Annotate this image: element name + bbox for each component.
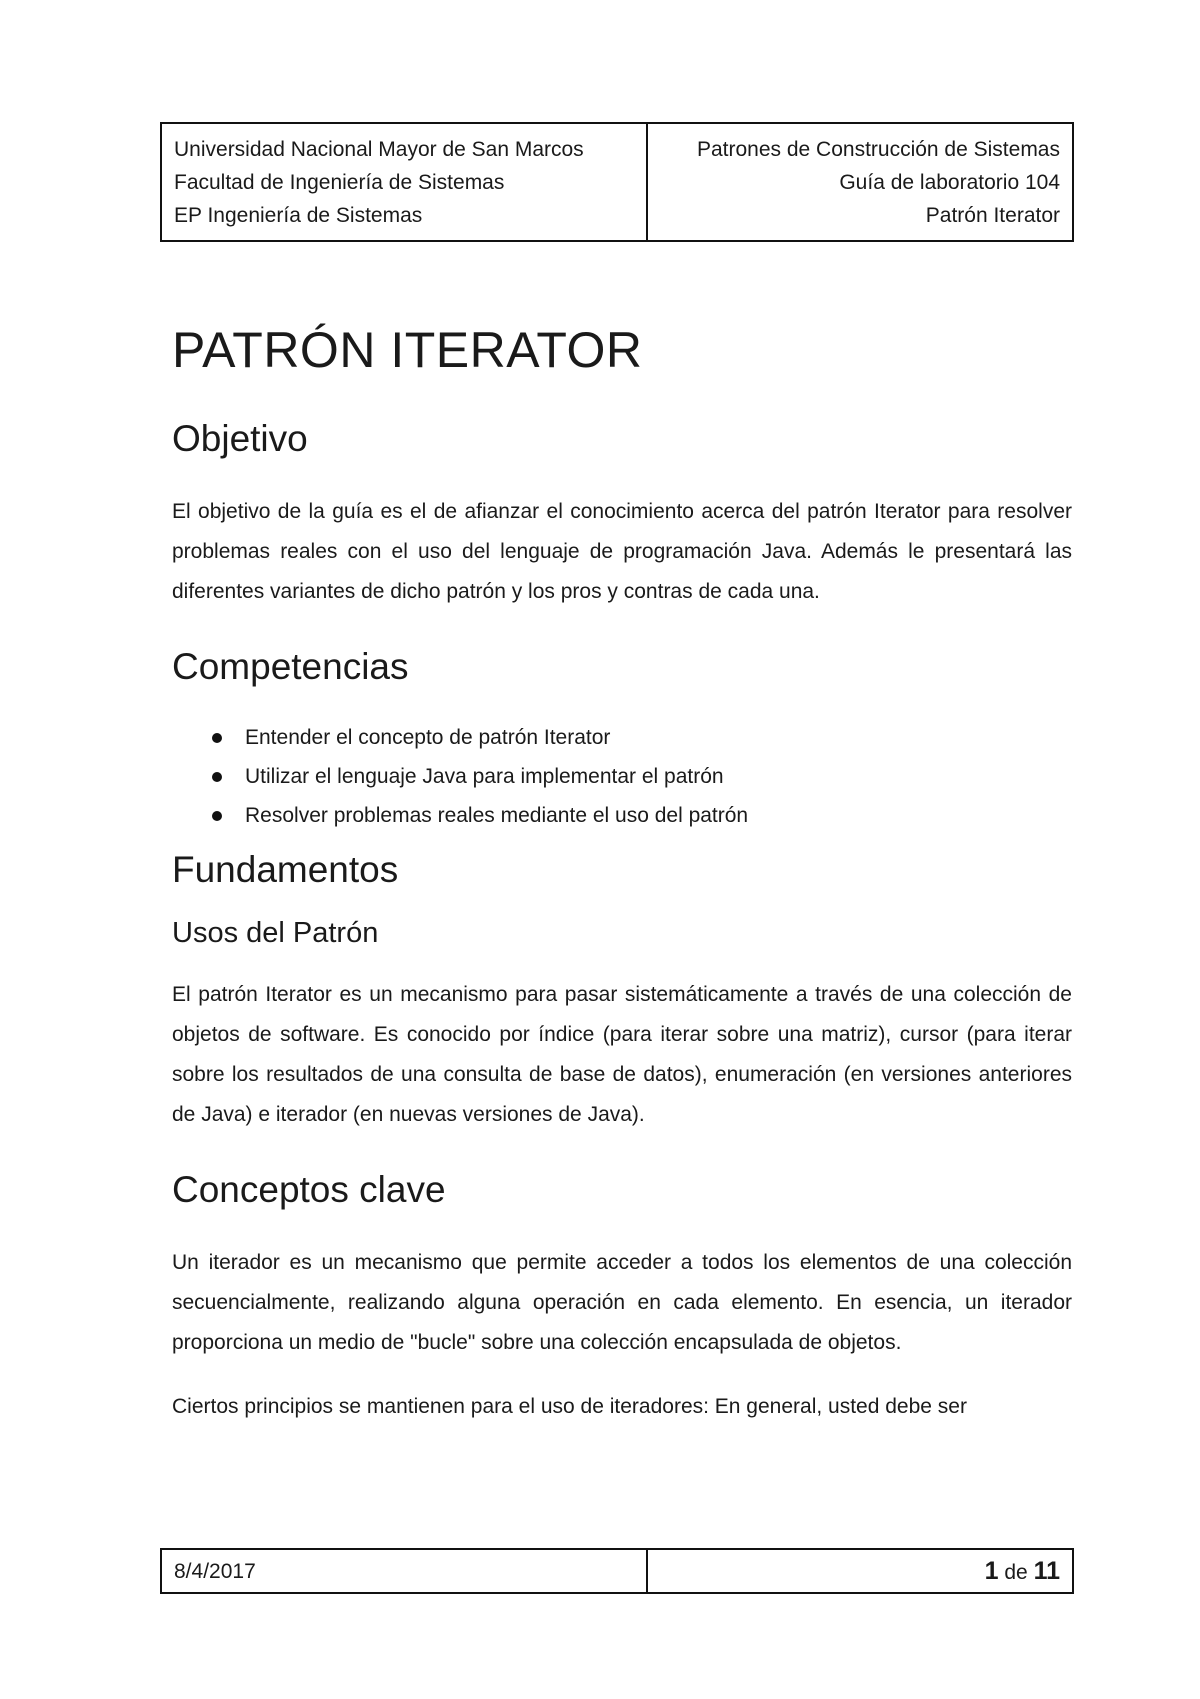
objetivo-paragraph: El objetivo de la guía es el de afianzar el conocimiento acerca del patrón Iterator para resolver problemas reales con el uso del lenguaje de programación Java. Además le presentará las diferentes variantes de dicho patrón y los pros y contras de cada una. <box>172 500 1072 603</box>
footer-date: 8/4/2017 <box>162 1550 648 1592</box>
header-left-cell <box>162 124 648 240</box>
header-right-cell <box>648 124 1072 240</box>
usos-paragraph: El patrón Iterator es un mecanismo para pasar sistemáticamente a través de una colección de objetos de software. Es conocido por índice (para iterar sobre una matriz), cursor (para iterar sobre los resultados de una consulta de base de datos), enumeración (en versiones anteriores de Java) e iterador (en nuevas versiones de Java). <box>172 983 1072 1126</box>
bullet-icon <box>212 733 222 743</box>
school-name: EP Ingeniería de Sistemas <box>174 204 423 227</box>
bullet-icon <box>212 811 222 821</box>
fundamentos-heading: Fundamentos <box>172 849 399 890</box>
page-current: 1 <box>984 1557 999 1585</box>
page-of-label: de <box>1004 1561 1028 1584</box>
list-item <box>172 757 1072 796</box>
header-table <box>160 122 1074 242</box>
list-item-text: Utilizar el lenguaje Java para implementar el patrón <box>245 765 724 788</box>
competencias-heading: Competencias <box>172 646 409 687</box>
list-item-text: Entender el concepto de patrón Iterator <box>245 726 611 749</box>
faculty-name: Facultad de Ingeniería de Sistemas <box>174 171 505 194</box>
list-item <box>172 796 1072 835</box>
competencias-list <box>172 718 1072 835</box>
guide-topic: Patrón Iterator <box>925 204 1060 227</box>
conceptos-heading: Conceptos clave <box>172 1169 446 1210</box>
conceptos-paragraph-1: Un iterador es un mecanismo que permite acceder a todos los elementos de una colección secuencialmente, realizando alguna operación en cada elemento. En esencia, un iterador proporciona un medio de "bucle" sobre una colección encapsulada de objetos. <box>172 1251 1072 1354</box>
footer-page-number <box>648 1550 1072 1592</box>
list-item-text: Resolver problemas reales mediante el uso del patrón <box>245 804 749 827</box>
course-name: Patrones de Construcción de Sistemas <box>696 138 1060 161</box>
usos-heading: Usos del Patrón <box>172 917 379 949</box>
list-item <box>172 718 1072 757</box>
document-body <box>172 300 1072 1427</box>
page-total: 11 <box>1033 1557 1060 1585</box>
footer-table <box>160 1548 1074 1594</box>
objetivo-heading: Objetivo <box>172 418 308 459</box>
bullet-icon <box>212 772 222 782</box>
document-title: PATRÓN ITERATOR <box>172 322 643 378</box>
lab-guide-number: Guía de laboratorio 104 <box>839 171 1060 194</box>
university-name: Universidad Nacional Mayor de San Marcos <box>174 138 584 161</box>
conceptos-paragraph-2: Ciertos principios se mantienen para el uso de iteradores: En general, usted debe ser <box>172 1395 967 1418</box>
